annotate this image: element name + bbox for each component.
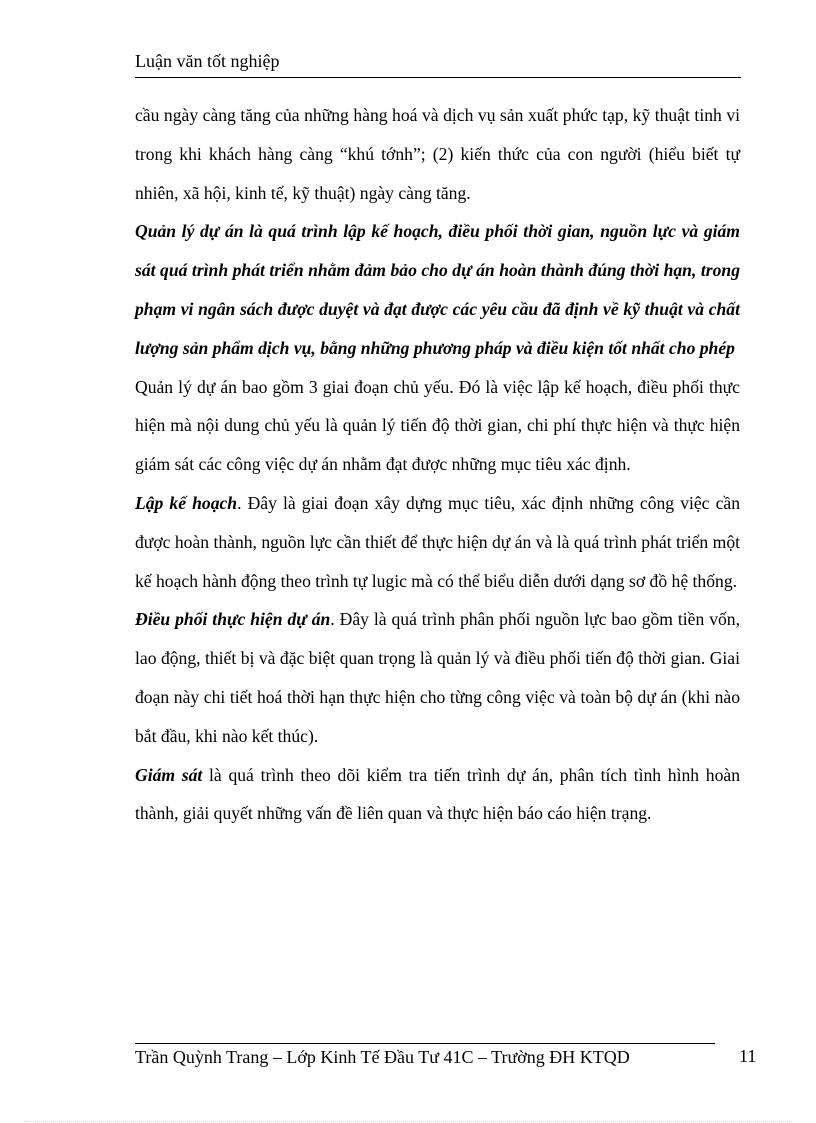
footer-author: Trần Quỳnh Trang – Lớp Kinh Tế Đầu Tư 41C – Trường ĐH KTQD <box>135 1047 630 1067</box>
term-monitoring: Giám sát <box>135 764 203 785</box>
page-body <box>135 96 740 833</box>
term-coordination: Điều phối thực hiện dự án <box>135 609 331 630</box>
term-planning: Lập kế hoạch <box>135 492 238 513</box>
page-header-title: Luận văn tốt nghiệp <box>135 51 280 71</box>
coordination-description: . Đây là quá trình phân phối nguồn lực bao gồm tiền vốn, lao động, thiết bị và đặc biệt quan trọng là quản lý và điều phối tiến độ thời gian. Giai đoạn này chi tiết hoá thời hạn thực hiện cho từng công việc và toàn bộ dự án (khi nào bắt đầu, khi nào kết thúc). <box>135 609 740 746</box>
planning-description: . Đây là giai đoạn xây dựng mục tiêu, xác định những công việc cần được hoàn thành, nguồn lực cần thiết để thực hiện dự án và là quá trình phát triển một kế hoạch hành động theo trình tự lugic mà có thể biểu diễn dưới dạng sơ đồ hệ thống. <box>135 492 740 591</box>
footer-divider <box>135 1043 715 1044</box>
page-edge-divider <box>24 1121 792 1122</box>
paragraph-coordination <box>135 600 740 755</box>
paragraph-monitoring <box>135 756 740 834</box>
header-divider <box>135 77 741 78</box>
page-number: 11 <box>739 1046 757 1066</box>
paragraph-definition: Quản lý dự án là quá trình lập kế hoạch, điều phối thời gian, nguồn lực và giám sát quá trình phát triển nhằm đảm bảo cho dự án hoàn thành đúng thời hạn, trong phạm vi ngân sách được duyệt và đạt được các yêu cầu đã định về kỹ thuật và chất lượng sản phẩm dịch vụ, bằng những phương pháp và điều kiện tốt nhất cho phép <box>135 221 740 358</box>
paragraph-planning <box>135 484 740 600</box>
paragraph-phases: Quản lý dự án bao gồm 3 giai đoạn chủ yếu. Đó là việc lập kế hoạch, điều phối thực hiện mà nội dung chủ yếu là quản lý tiến độ thời gian, chi phí thực hiện và thực hiện giám sát các công việc dự án nhằm đạt được những mục tiêu xác định. <box>135 376 740 475</box>
paragraph-context: cầu ngày càng tăng của những hàng hoá và dịch vụ sản xuất phức tạp, kỹ thuật tinh vi trong khi khách hàng càng “khú tớnh”; (2) kiến thức của con người (hiểu biết tự nhiên, xã hội, kinh tế, kỹ thuật) ngày càng tăng. <box>135 105 740 203</box>
monitoring-description: là quá trình theo dõi kiểm tra tiến trình dự án, phân tích tình hình hoàn thành, giải quyết những vấn đề liên quan và thực hiện báo cáo hiện trạng. <box>135 764 740 824</box>
